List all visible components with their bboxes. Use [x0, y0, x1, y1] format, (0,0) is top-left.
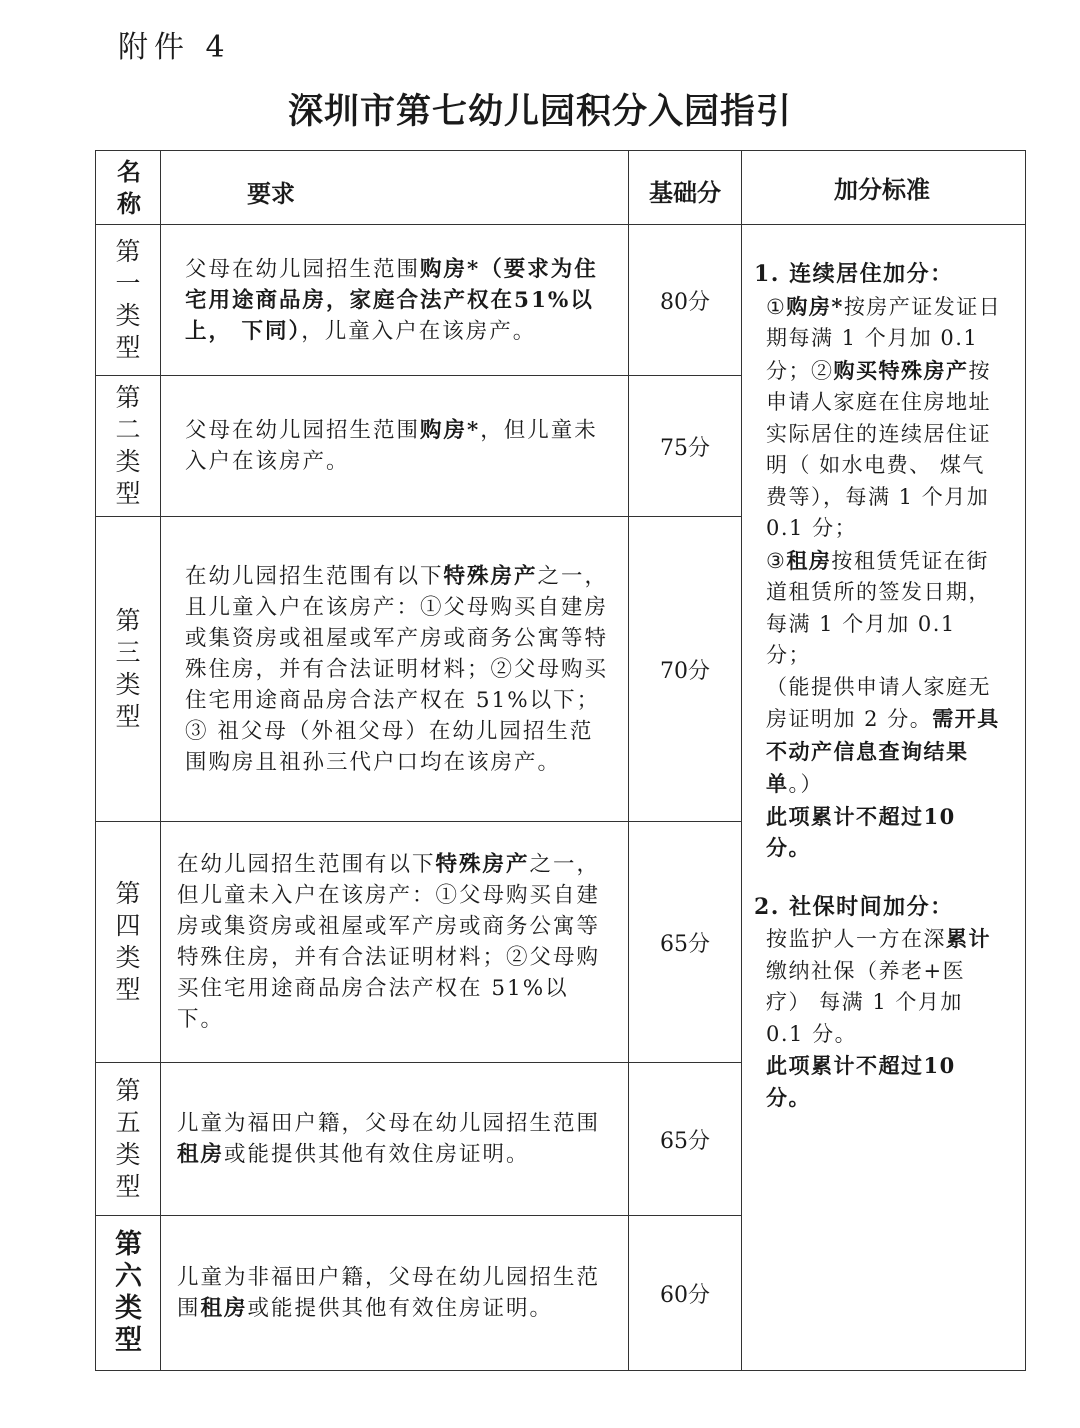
requirement-emphasis: 购房*（要求为住宅用途商品房，家庭合法产权在51%以上， 下同） [185, 256, 598, 344]
bonus-text: 缴纳社保（养老+医疗） 每满 1 个月加 0.1 分。 [766, 958, 966, 1046]
bonus-paragraph [766, 291, 1005, 545]
bonus-section-1-body [754, 291, 1005, 801]
admission-guide-table [95, 150, 1026, 1371]
requirement-text: 在幼儿园招生范围有以下 [177, 852, 436, 877]
requirement-text [185, 415, 610, 477]
requirement-text: 之一， 且儿童入户在该房产：①父母购买自建房或集资房或祖屋或军产房或商务公寓等特殊住房，并有合法证明材料；②父母购买住宅用途商品房合法产权在 51%以下；③ 祖父母（外祖父母）在幼儿园招生范围购房且祖孙三代户口均在该房产。 [185, 563, 609, 775]
requirement-text [177, 1262, 610, 1324]
type-label: 第四类型 [115, 879, 141, 1004]
bonus-section-2-cap: 此项累计不超过10 分。 [766, 1053, 956, 1110]
requirement-text: 儿童为福田户籍，父母在幼儿园招生范围 [177, 1111, 601, 1136]
header-requirement: 要求 [161, 151, 629, 225]
score-cell: 60分 [629, 1216, 742, 1371]
table-row [96, 225, 1026, 376]
requirement-text [185, 254, 610, 347]
requirement-emphasis: 租房 [177, 1142, 225, 1167]
bonus-emphasis: 需开具不动产信息查询结果单 [766, 706, 1000, 796]
type-cell [96, 225, 161, 376]
requirement-cell [161, 225, 629, 376]
requirement-text: ，但儿童未入户在该房产。 [185, 418, 598, 474]
type-label: 第五类型 [115, 1076, 141, 1201]
score-cell: 70分 [629, 517, 742, 822]
requirement-cell [161, 517, 629, 822]
score-cell: 65分 [629, 822, 742, 1063]
type-cell [96, 1063, 161, 1216]
requirement-emphasis: 购房* [420, 418, 481, 443]
header-bonus: 加分标准 [742, 151, 1026, 225]
type-label: 第一类型 [115, 237, 141, 362]
type-label: 第二类型 [115, 383, 141, 508]
type-cell [96, 822, 161, 1063]
bonus-paragraph [766, 672, 1005, 801]
requirement-text [177, 849, 610, 1035]
bonus-text: 按申请人家庭在住房地址实际居住的连续居住证明（ 如水电费、 煤气费等），每满 1 个月加 0.1 分； [766, 358, 991, 540]
bonus-paragraph [766, 545, 1005, 672]
bonus-text: ③ [766, 548, 787, 573]
requirement-text: 或能提供其他有效住房证明。 [224, 1142, 530, 1167]
requirement-text: 父母在幼儿园招生范围 [185, 418, 421, 443]
bonus-criteria-cell [742, 225, 1026, 1371]
type-label: 第三类型 [115, 606, 141, 731]
requirement-cell [161, 1063, 629, 1216]
requirement-text [185, 561, 610, 778]
requirement-cell [161, 376, 629, 517]
bonus-emphasis: 累计 [946, 926, 991, 951]
requirement-emphasis: 特殊房产 [435, 852, 530, 877]
header-name: 名称 [96, 151, 161, 225]
score-cell: 75分 [629, 376, 742, 517]
requirement-text: 在幼儿园招生范围有以下 [185, 563, 444, 589]
type-label: 第六类型 [115, 1229, 142, 1356]
bonus-emphasis: 购买特殊房产 [833, 357, 969, 383]
requirement-text: ，儿童入户在该房产。 [301, 318, 537, 344]
requirement-text: 或能提供其他有效住房证明。 [247, 1296, 554, 1321]
bonus-section-2-body [754, 923, 1005, 1050]
bonus-text: 。） [788, 772, 823, 796]
bonus-text: ① [766, 294, 787, 319]
requirement-text: 之一， 但儿童未入户在该房产：①父母购买自建房或集资房或祖屋或军产房或商务公寓等特殊住房，并有合法证明材料；②父母购买住宅用途商品房合法产权在 51%以下。 [177, 852, 601, 1032]
bonus-text: 按监护人一方在深 [766, 927, 946, 951]
requirement-text: 父母在幼儿园招生范围 [185, 256, 421, 282]
bonus-paragraph [766, 923, 1005, 1050]
score-cell: 80分 [629, 225, 742, 376]
type-cell [96, 517, 161, 822]
document-title: 深圳市第七幼儿园积分入园指引 [287, 91, 792, 132]
type-cell [96, 1216, 161, 1371]
bonus-section-1-title: 1. 连续居住加分： [754, 261, 954, 287]
requirement-cell [161, 822, 629, 1063]
bonus-section-2-title: 2. 社保时间加分： [754, 893, 954, 920]
requirement-text [177, 1108, 610, 1170]
attachment-label: 附件 4 [118, 30, 231, 65]
header-base-score: 基础分 [629, 151, 742, 225]
score-cell: 65分 [629, 1063, 742, 1216]
requirement-emphasis: 特殊房产 [443, 563, 538, 589]
requirement-cell [161, 1216, 629, 1371]
requirement-text: 儿童为非福田户籍，父母在幼儿园招生范围 [177, 1265, 601, 1321]
bonus-emphasis: 购房* [786, 293, 844, 319]
type-cell [96, 376, 161, 517]
bonus-text: 按租赁凭证在街道租赁所的签发日期， 每满 1 个月加 0.1 分； [766, 548, 991, 667]
bonus-section-1-cap: 此项累计不超过10 分。 [766, 803, 956, 860]
bonus-text: （能提供申请人家庭无房证明加 2 分。 [766, 674, 991, 731]
bonus-emphasis: 租房 [786, 547, 832, 573]
requirement-emphasis: 租房 [200, 1296, 248, 1321]
table-header-row [96, 151, 1026, 225]
bonus-text: 按房产证发证日期每满 1 个月加 0.1 分；② [766, 294, 1002, 383]
